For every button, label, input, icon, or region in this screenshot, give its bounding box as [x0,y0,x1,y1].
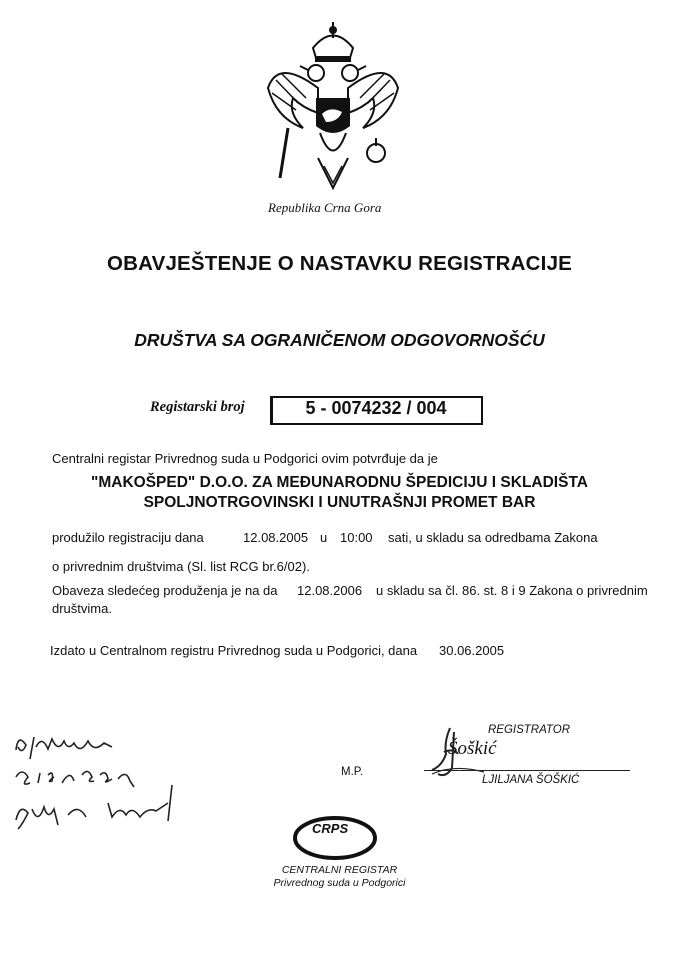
signature-line [424,770,630,771]
issued-text: Izdato u Centralnom registru Privrednog suda u Podgorici, dana [50,643,418,658]
company-name-line-1: "MAKOŠPED" D.O.O. ZA MEĐUNARODNU ŠPEDICIJU I SKLADIŠTA [91,474,588,491]
handwritten-surname: Šoškić [448,738,497,759]
registration-label: Registarski broj [150,399,245,415]
mp-label: M.P. [341,766,364,778]
handwritten-note-icon [8,725,188,835]
extend-time: 10:00 [340,530,373,545]
intro-text: Centralni registar Privrednog suda u Podgorici ovim potvrđuje da je [52,451,438,466]
next-renewal-rest: u skladu sa čl. 86. st. 8 i 9 Zakona o privrednim [376,583,648,598]
next-renewal-text: Obaveza sledećeg produženja je na da [52,583,278,598]
crps-stamp-logo-icon [292,812,378,862]
company-name-line-2: SPOLJNOTRGOVINSKI I UNUTRAŠNJI PROMET BAR [143,494,536,511]
registration-number: 5 - 0074232 / 004 [305,398,447,418]
stamp-line-1: CENTRALNI REGISTAR [281,864,398,876]
extend-u: u [320,530,328,545]
law-reference: o privrednim društvima (Sl. list RCG br.6/02). [52,559,310,574]
stamp-line-2: Privrednog suda u Podgorici [273,877,406,889]
signature-section [0,700,679,960]
extend-text: produžilo registraciju dana [52,530,204,545]
stamp-logo-text: CRPS [312,821,349,836]
document-subtitle: DRUŠTVA SA OGRANIČENOM ODGOVORNOŠĆU [134,330,545,350]
coat-of-arms-icon [258,18,408,198]
next-renewal-rest-2: društvima. [52,601,112,616]
issued-date: 30.06.2005 [439,643,505,658]
extend-rest: sati, u skladu sa odredbama Zakona [388,530,598,545]
registrar-title: REGISTRATOR [488,724,570,736]
extend-date: 12.08.2005 [243,530,309,545]
next-renewal-date: 12.08.2006 [297,583,363,598]
document-title: OBAVJEŠTENJE O NASTAVKU REGISTRACIJE [106,252,573,275]
coat-caption: Republika Crna Gora [268,200,382,215]
registrar-name: LJILJANA ŠOŠKIĆ [482,774,580,786]
